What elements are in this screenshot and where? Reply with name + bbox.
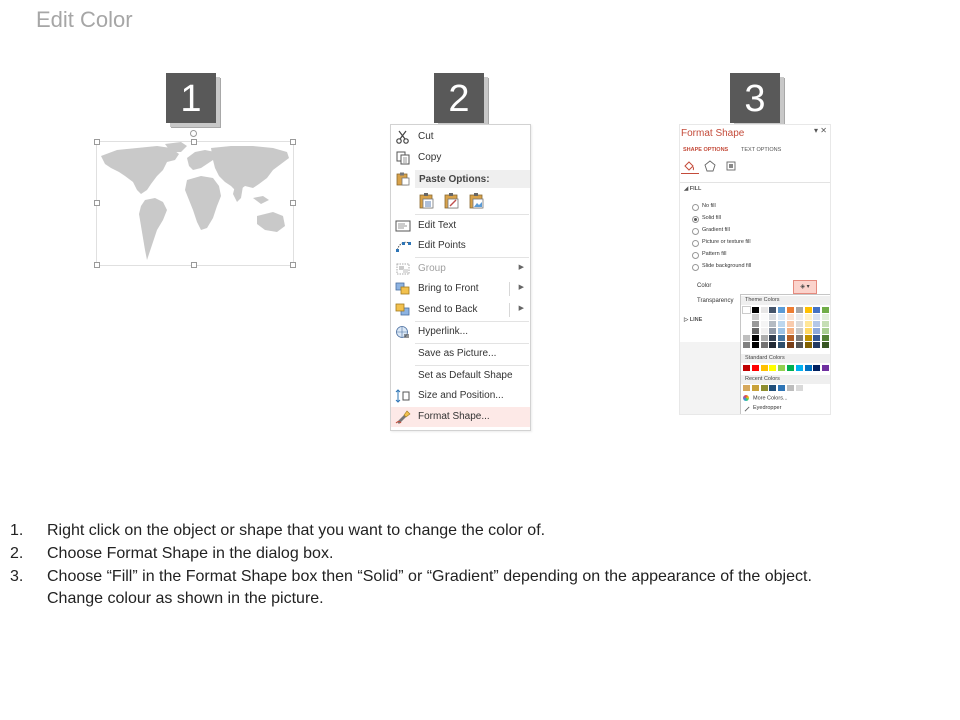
step-badge-2: 2 [434, 73, 484, 123]
theme-color-swatch[interactable] [743, 335, 750, 341]
submenu-arrow-icon: ▶ [518, 284, 524, 291]
theme-color-swatch[interactable] [761, 335, 768, 341]
theme-color-swatch[interactable] [787, 321, 794, 327]
menu-item-hyperlink[interactable]: Hyperlink... [391, 322, 530, 342]
standard-color-swatch[interactable] [778, 365, 785, 371]
theme-color-swatch[interactable] [787, 314, 794, 320]
recent-color-swatch[interactable] [761, 385, 768, 391]
size-properties-icon[interactable] [725, 160, 737, 172]
menu-item-set-default-shape[interactable]: Set as Default Shape [418, 370, 513, 381]
theme-color-swatch[interactable] [796, 342, 803, 348]
theme-color-swatch[interactable] [805, 321, 812, 327]
theme-color-swatch[interactable] [778, 314, 785, 320]
radio-button[interactable] [692, 252, 699, 259]
resize-handle[interactable] [290, 200, 296, 206]
theme-color-swatch[interactable] [769, 335, 776, 341]
group-icon [395, 262, 411, 276]
theme-color-swatch[interactable] [796, 314, 803, 320]
recent-color-swatch[interactable] [778, 385, 785, 391]
theme-color-swatch[interactable] [778, 307, 785, 313]
menu-item-cut[interactable]: Cut [391, 127, 530, 147]
theme-color-swatch[interactable] [752, 321, 759, 327]
menu-separator [415, 214, 529, 215]
resize-handle[interactable] [290, 139, 296, 145]
submenu-arrow-icon: ▶ [518, 264, 524, 271]
radio-button[interactable] [692, 264, 699, 271]
theme-color-swatch[interactable] [761, 314, 768, 320]
standard-color-swatch[interactable] [752, 365, 759, 371]
radio-button-selected[interactable] [692, 216, 699, 223]
theme-color-swatch[interactable] [752, 314, 759, 320]
theme-color-swatch[interactable] [752, 342, 759, 348]
theme-color-swatch[interactable] [822, 307, 829, 313]
resize-handle[interactable] [94, 139, 100, 145]
theme-color-swatch[interactable] [752, 307, 759, 313]
transparency-label: Transparency [697, 298, 734, 304]
eyedropper-icon [742, 404, 749, 411]
paste-destination-theme-icon[interactable] [443, 192, 461, 210]
theme-color-swatch[interactable] [787, 307, 794, 313]
recent-color-swatch[interactable] [787, 385, 794, 391]
theme-color-swatch[interactable] [822, 328, 829, 334]
collapse-arrow-icon: ◢ [684, 186, 690, 192]
theme-color-swatch[interactable] [743, 328, 750, 334]
color-picker-button[interactable] [793, 280, 817, 294]
recent-color-swatch[interactable] [743, 385, 750, 391]
instruction-item: 1. Right click on the object or shape that you want to change the color of. [10, 522, 546, 539]
theme-color-swatch[interactable] [813, 328, 820, 334]
resize-handle[interactable] [94, 200, 100, 206]
theme-color-swatch[interactable] [761, 328, 768, 334]
theme-color-swatch[interactable] [822, 335, 829, 341]
theme-color-swatch[interactable] [743, 314, 750, 320]
theme-color-swatch[interactable] [787, 342, 794, 348]
standard-color-swatch[interactable] [805, 365, 812, 371]
paint-bucket-icon: ◈ [800, 284, 805, 290]
recent-color-swatch[interactable] [752, 385, 759, 391]
paste-icon [395, 172, 411, 186]
effects-icon[interactable] [704, 160, 716, 172]
bring-to-front-icon [395, 282, 411, 296]
standard-color-swatch[interactable] [787, 365, 794, 371]
standard-color-swatch[interactable] [796, 365, 803, 371]
theme-color-swatch[interactable] [769, 342, 776, 348]
standard-color-swatch[interactable] [822, 365, 829, 371]
menu-item-format-shape[interactable]: Format Shape... [391, 407, 530, 427]
tab-shape-options[interactable]: SHAPE OPTIONS [683, 147, 729, 153]
context-menu [390, 124, 531, 431]
theme-color-swatch[interactable] [761, 342, 768, 348]
dropdown-arrow-icon: ▾ [806, 284, 810, 290]
theme-color-swatch[interactable] [805, 314, 812, 320]
resize-handle[interactable] [290, 262, 296, 268]
radio-button[interactable] [692, 228, 699, 235]
world-map-graphic [97, 142, 293, 265]
theme-color-swatch[interactable] [769, 321, 776, 327]
theme-color-swatch[interactable] [805, 307, 812, 313]
slide-title: Edit Color [36, 7, 133, 32]
theme-color-swatch[interactable] [743, 321, 750, 327]
radio-button[interactable] [692, 240, 699, 247]
menu-item-size-and-position[interactable]: Size and Position... [391, 386, 530, 406]
fill-line-icon[interactable] [683, 160, 695, 172]
line-section-header[interactable]: ▷ LINE [684, 317, 703, 323]
color-wheel-icon [743, 395, 749, 401]
theme-color-swatch[interactable] [796, 307, 803, 313]
theme-color-swatch[interactable] [822, 314, 829, 320]
tab-text-options[interactable]: TEXT OPTIONS [741, 147, 782, 153]
theme-color-swatch[interactable] [769, 314, 776, 320]
hyperlink-icon [395, 325, 411, 339]
eyedropper-option[interactable]: Eyedropper [743, 405, 781, 411]
theme-color-swatch[interactable] [796, 321, 803, 327]
edit-text-icon [395, 219, 411, 233]
theme-color-swatch[interactable] [778, 335, 785, 341]
radio-button[interactable] [692, 204, 699, 211]
standard-color-swatch[interactable] [813, 365, 820, 371]
theme-color-swatch[interactable] [805, 335, 812, 341]
instruction-item: 3. Choose “Fill” in the Format Shape box then “Solid” or “Gradient” depending on the appearance of the object. [10, 568, 812, 585]
theme-color-swatch[interactable] [778, 342, 785, 348]
theme-color-swatch[interactable] [761, 307, 768, 313]
step-badge-1: 1 [166, 73, 216, 123]
theme-color-swatch[interactable] [743, 307, 750, 313]
theme-color-swatch[interactable] [769, 328, 776, 334]
recent-color-swatch[interactable] [769, 385, 776, 391]
paste-options-header: Paste Options: [415, 170, 530, 188]
menu-separator [415, 257, 529, 258]
theme-color-swatch[interactable] [813, 307, 820, 313]
resize-handle[interactable] [94, 262, 100, 268]
color-palette-dropdown [740, 294, 831, 415]
active-tab-underline [681, 173, 699, 174]
theme-color-swatch[interactable] [805, 328, 812, 334]
menu-item-send-to-back[interactable]: Send to Back ▶ [391, 300, 530, 320]
theme-color-swatch[interactable] [813, 335, 820, 341]
menu-item-save-as-picture[interactable]: Save as Picture... [418, 348, 497, 359]
paste-keep-source-icon[interactable] [418, 192, 436, 210]
theme-color-swatch[interactable] [761, 321, 768, 327]
color-label: Color [697, 283, 712, 289]
theme-color-swatch[interactable] [822, 342, 829, 348]
theme-color-swatch[interactable] [787, 335, 794, 341]
standard-color-swatch[interactable] [769, 365, 776, 371]
theme-color-swatch[interactable] [752, 328, 759, 334]
submenu-arrow-icon: ▶ [518, 305, 524, 312]
world-map-shape[interactable] [96, 141, 294, 266]
menu-item-copy[interactable]: Copy [391, 148, 530, 168]
panel-close-icon[interactable]: ▾ ✕ [814, 126, 827, 135]
standard-colors-header: Standard Colors [741, 354, 831, 363]
scissors-icon [395, 130, 411, 144]
resize-handle[interactable] [191, 139, 197, 145]
edit-points-icon [395, 239, 411, 253]
format-shape-panel: Format Shape ▾ ✕ SHAPE OPTIONS TEXT OPTIONS ◢ FILL No fill Solid fill Gradient fill Picture or texture fill Pattern fill Slide background fill Color ◈ ▾ Transparency ▷ LINE Theme Colors Standard Colors Recent Colors More Colors... Eyedropper [679, 124, 831, 415]
format-shape-title: Format Shape [681, 128, 745, 139]
more-colors-option[interactable]: More Colors... [743, 395, 788, 401]
theme-color-swatch[interactable] [743, 342, 750, 348]
menu-item-edit-points[interactable]: Edit Points [391, 236, 530, 256]
step-badge-3: 3 [730, 73, 780, 123]
theme-color-swatch[interactable] [787, 328, 794, 334]
resize-handle[interactable] [191, 262, 197, 268]
rotate-handle[interactable] [190, 130, 197, 137]
instruction-item: 2. Choose Format Shape in the dialog box. [10, 545, 334, 562]
fill-section-header[interactable]: ◢ FILL [684, 186, 702, 192]
theme-color-swatch[interactable] [813, 314, 820, 320]
theme-color-swatch[interactable] [796, 335, 803, 341]
theme-color-swatch[interactable] [752, 335, 759, 341]
expand-arrow-icon: ▷ [684, 317, 690, 323]
menu-item-bring-to-front[interactable]: Bring to Front ▶ [391, 279, 530, 299]
standard-color-swatch[interactable] [761, 365, 768, 371]
theme-color-swatch[interactable] [778, 321, 785, 327]
send-to-back-icon [395, 303, 411, 317]
instruction-item: Change colour as shown in the picture. [47, 590, 324, 607]
standard-color-swatch[interactable] [743, 365, 750, 371]
recent-colors-header: Recent Colors [741, 375, 831, 384]
theme-color-swatch[interactable] [805, 342, 812, 348]
paste-as-picture-icon[interactable] [468, 192, 486, 210]
theme-color-swatch[interactable] [769, 307, 776, 313]
theme-color-swatch[interactable] [778, 328, 785, 334]
theme-color-swatch[interactable] [796, 328, 803, 334]
theme-color-swatch[interactable] [813, 321, 820, 327]
theme-color-swatch[interactable] [822, 321, 829, 327]
theme-color-swatch[interactable] [813, 342, 820, 348]
menu-item-edit-text[interactable]: Edit Text [391, 216, 530, 236]
size-position-icon [395, 389, 411, 403]
menu-item-group[interactable]: Group ▶ [391, 259, 530, 279]
copy-icon [395, 151, 411, 165]
recent-color-swatch[interactable] [796, 385, 803, 391]
format-shape-icon [395, 410, 411, 424]
theme-colors-header: Theme Colors [741, 296, 831, 305]
